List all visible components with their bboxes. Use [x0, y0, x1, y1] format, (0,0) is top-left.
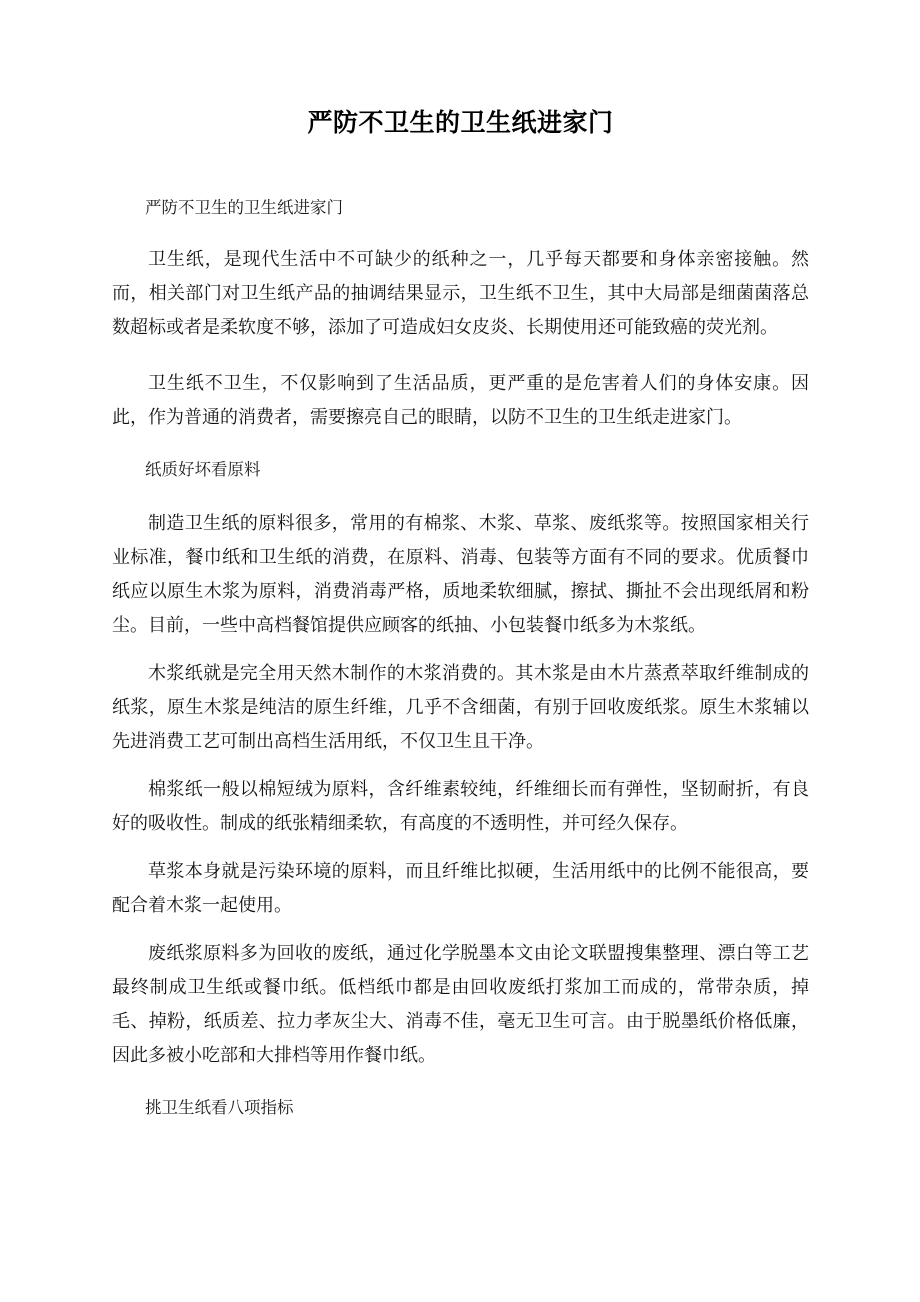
spacer	[112, 141, 809, 200]
spacer	[112, 840, 809, 854]
spacer	[112, 478, 809, 506]
spacer	[112, 1072, 809, 1100]
paragraph-raw-materials: 制造卫生纸的原料很多，常用的有棉浆、木浆、草浆、废纸浆等。按照国家相关行业标准，餐巾纸和卫生纸的消费，在原料、消毒、包装等方面有不同的要求。优质餐巾纸应以原生木浆为原料，消费消毒严格，质地柔软细腻，擦拭、撕扯不会出现纸屑和粉尘。目前，一些中高档餐馆提供应顾客的纸抽、小包装餐巾纸多为木浆纸。	[112, 513, 809, 635]
section-heading-eight-indicators: 挑卫生纸看八项指标	[145, 1098, 294, 1117]
paragraph-intro-2: 卫生纸不卫生，不仅影响到了生活品质，更严重的是危害着人们的身体安康。因此，作为普通的消费者，需要擦亮自己的眼睛，以防不卫生的卫生纸走进家门。	[112, 372, 809, 427]
paragraph-intro-1: 卫生纸，是现代生活中不可缺少的纸种之一，几乎每天都要和身体亲密接触。然而，相关部门对卫生纸产品的抽调结果显示，卫生纸不卫生，其中大局部是细菌菌落总数超标或者是柔软度不够，添加了可造成妇女皮炎、长期使用还可能致癌的荧光剂。	[112, 248, 809, 337]
document-content	[112, 0, 809, 1117]
paragraph-cotton-pulp: 棉浆纸一般以棉短绒为原料，含纤维素较纯，纤维细长而有弹性，坚韧耐折，有良好的吸收性。制成的纸张精细柔软，有高度的不透明性，并可经久保存。	[112, 779, 809, 833]
spacer	[112, 758, 809, 772]
lead-line: 严防不卫生的卫生纸进家门	[145, 198, 343, 217]
section-heading-raw-material: 纸质好坏看原料	[145, 459, 261, 479]
paragraph-wood-pulp: 木浆纸就是完全用天然木制作的木浆消费的。其木浆是由木片蒸煮萃取纤维制成的纸浆，原生木浆是纯洁的原生纤维，几乎不含细菌，有别于回收废纸浆。原生木浆辅以先进消费工艺可制出高档生活用纸，不仅卫生且干净。	[112, 663, 809, 751]
spacer	[112, 217, 809, 242]
page-title: 严防不卫生的卫生纸进家门	[307, 110, 614, 137]
paragraph-straw-pulp: 草浆本身就是污染环境的原料，而且纤维比拟硬，生活用纸中的比例不能很高，要配合着木浆一起使用。	[112, 861, 809, 915]
spacer	[112, 922, 809, 936]
spacer	[112, 642, 809, 656]
spacer	[112, 344, 809, 366]
spacer	[112, 434, 809, 462]
paragraph-waste-paper-pulp: 废纸浆原料多为回收的废纸，通过化学脱墨本文由论文联盟搜集整理、漂白等工艺最终制成卫生纸或餐巾纸。低档纸巾都是由回收废纸打浆加工而成的，常带杂质，掉毛、掉粉，纸质差、拉力孝灰尘大、消毒不佳，毫无卫生可言。由于脱墨纸价格低廉，因此多被小吃部和大排档等用作餐巾纸。	[112, 943, 809, 1065]
